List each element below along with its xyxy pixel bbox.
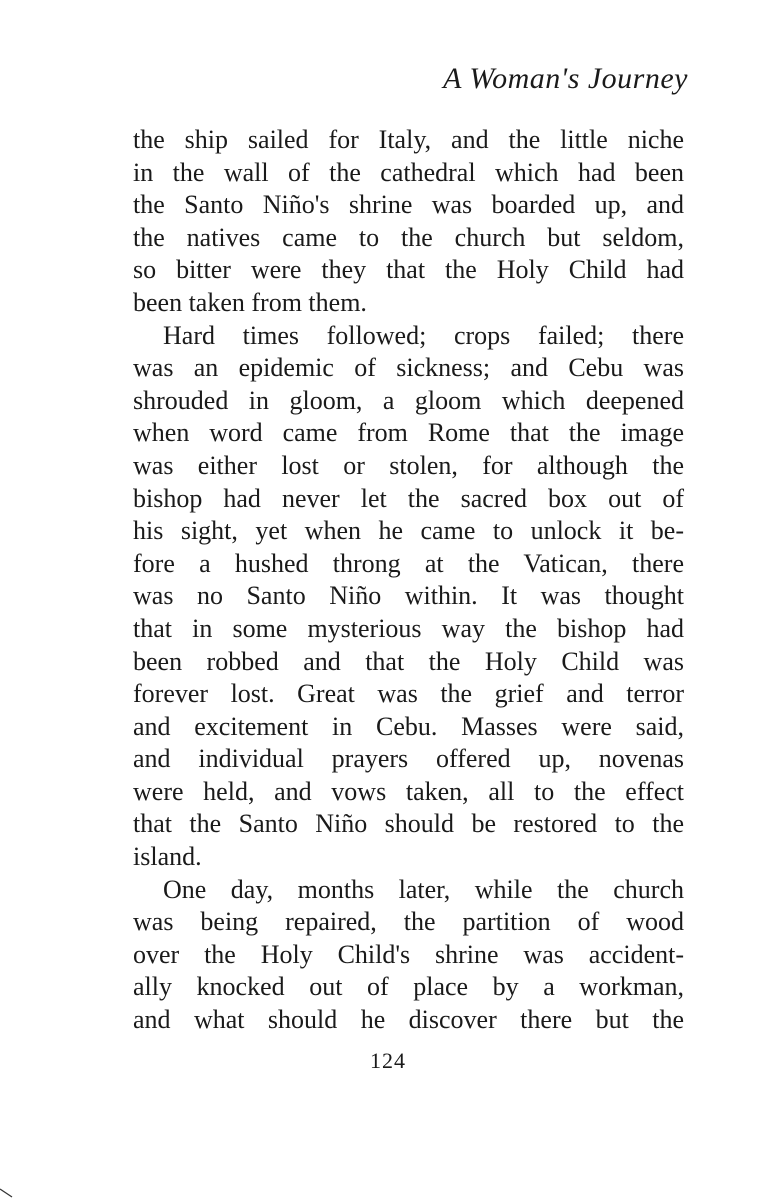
running-title: A Woman's Journey [443, 62, 688, 95]
text-line: over the Holy Child's shrine was accident- [133, 939, 684, 969]
text-line: Hard times followed; crops failed; there [163, 320, 684, 350]
text-line: forever lost. Great was the grief and terror [133, 679, 684, 709]
text-line: and what should he discover there but the [133, 1005, 684, 1035]
text-line: in the wall of the cathedral which had been [133, 157, 684, 187]
text-line: that the Santo Niño should be restored to the [133, 809, 684, 839]
text-line: was being repaired, the partition of wood [133, 907, 684, 937]
text-line: shrouded in gloom, a gloom which deepened [133, 385, 684, 415]
text-line: and individual prayers offered up, novenas [133, 744, 684, 774]
text-line: been taken from them. [133, 287, 367, 317]
text-line: was either lost or stolen, for although the [133, 450, 684, 480]
text-line: bishop had never let the sacred box out of [133, 483, 684, 513]
text-line: were held, and vows taken, all to the effect [133, 776, 684, 806]
text-line: was no Santo Niño within. It was thought [133, 581, 684, 611]
scan-corner-mark [0, 1188, 14, 1198]
text-line: his sight, yet when he came to unlock it be- [133, 516, 684, 546]
text-line: that in some mysterious way the bishop had [133, 613, 684, 643]
text-line: the ship sailed for Italy, and the little niche [133, 125, 684, 154]
text-line: been robbed and that the Holy Child was [133, 646, 684, 676]
text-line: was an epidemic of sickness; and Cebu was [133, 353, 684, 383]
text-line: fore a hushed throng at the Vatican, there [133, 548, 684, 578]
text-line: One day, months later, while the church [163, 874, 684, 904]
text-line: so bitter were they that the Holy Child had [133, 255, 684, 285]
body-text [133, 124, 684, 1037]
text-line: island. [133, 842, 202, 872]
text-line: when word came from Rome that the image [133, 418, 684, 448]
text-line: the Santo Niño's shrine was boarded up, and [133, 190, 684, 220]
text-line: ally knocked out of place by a workman, [133, 972, 684, 1002]
text-line: and excitement in Cebu. Masses were said, [133, 711, 684, 741]
text-line: the natives came to the church but seldom, [133, 222, 684, 252]
page-number: 124 [370, 1048, 406, 1073]
